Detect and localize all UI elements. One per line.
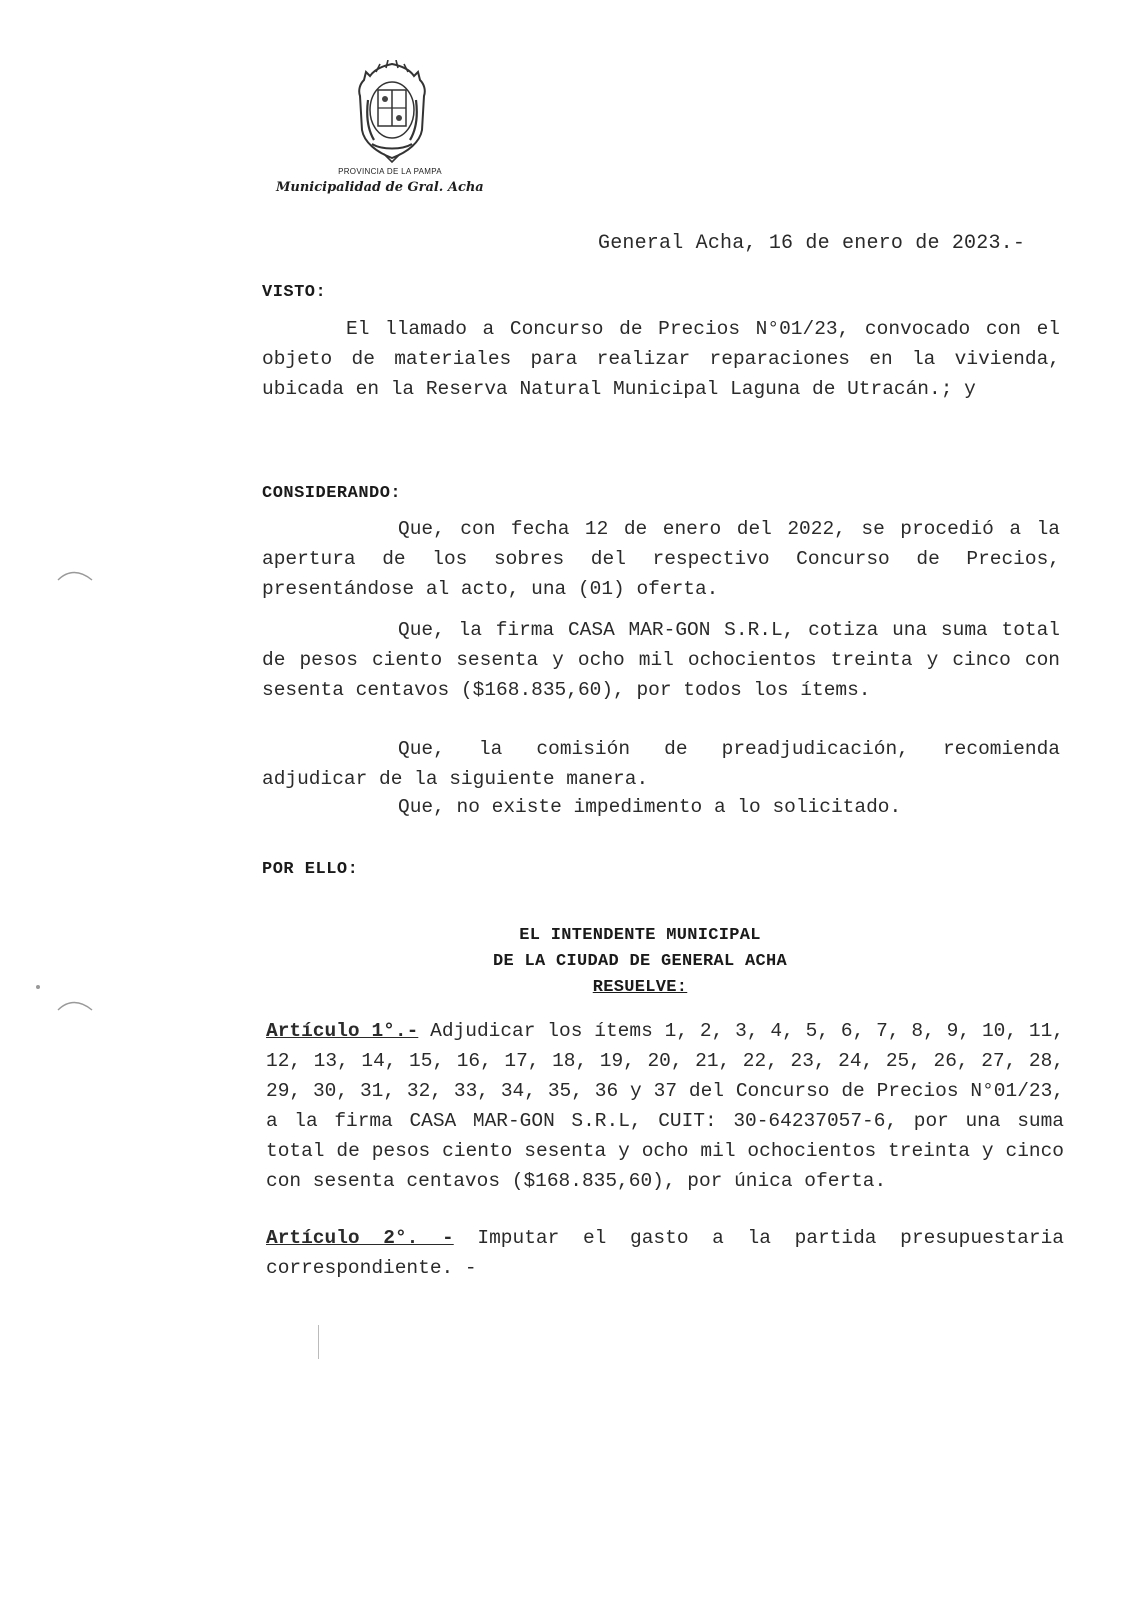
province-label: PROVINCIA DE LA PAMPA	[338, 167, 442, 176]
resolution-header	[420, 923, 860, 1001]
visto-text: El llamado a Concurso de Precios N°01/23, convocado con el objeto de materiales para realizar reparaciones en la vivienda, ubicada en la Reserva Natural Municipal Laguna de Utracán.; y	[262, 318, 1060, 400]
considerando-paragraph-2: Que, la firma CASA MAR-GON S.R.L, cotiza una suma total de pesos ciento sesenta y ocho mil ochocientos treinta y cinco con sesenta centavos ($168.835,60), por todos los ítems.	[262, 619, 1060, 701]
considerando-paragraph-4: Que, no existe impedimento a lo solicitado.	[398, 796, 902, 818]
scan-dot	[36, 985, 40, 989]
considerando-paragraph-3: Que, la comisión de preadjudicación, recomienda adjudicar de la siguiente manera.	[262, 738, 1060, 790]
scan-mark	[56, 566, 96, 586]
considerando-paragraph-1: Que, con fecha 12 de enero del 2022, se procedió a la apertura de los sobres del respectivo Concurso de Precios, presentándose al acto, una (01) oferta.	[262, 518, 1060, 600]
coat-of-arms-logo	[352, 60, 432, 164]
considerando-heading: CONSIDERANDO:	[262, 484, 402, 503]
article-1-text: Adjudicar los ítems 1, 2, 3, 4, 5, 6, 7, 8, 9, 10, 11, 12, 13, 14, 15, 16, 17, 18, 19, 20, 21, 22, 23, 24, 25, 26, 27, 28, 29, 30, 31, 32, 33, 34, 35, 36 y 37 del Concurso de Precios N°01/23, a la firma CASA MAR-GON S.R.L, CUIT: 30-64237057-6, por una suma total de pesos ciento sesenta y ocho mil ochocientos treinta y cinco con sesenta centavos ($168.835,60), por única oferta.	[266, 1020, 1065, 1192]
article-2-text: Imputar el gasto a la partida presupuestaria correspondiente. -	[266, 1227, 1064, 1279]
resolution-header-line-1: EL INTENDENTE MUNICIPAL	[519, 926, 761, 945]
visto-heading: VISTO:	[262, 283, 327, 302]
resolution-header-line-3: RESUELVE:	[592, 978, 688, 997]
article-1-label: Artículo 1°.-	[266, 1020, 419, 1042]
article-2-label: Artículo 2°. -	[266, 1227, 454, 1249]
municipality-label: Municipalidad de Gral. Acha	[276, 180, 484, 195]
article-1	[266, 1016, 1064, 1196]
date-line: General Acha, 16 de enero de 2023.-	[598, 232, 1026, 255]
article-2	[266, 1223, 1064, 1283]
scan-line	[318, 1325, 319, 1359]
por-ello-heading: POR ELLO:	[262, 860, 359, 879]
scan-mark	[56, 996, 96, 1016]
resolution-header-line-2: DE LA CIUDAD DE GENERAL ACHA	[492, 952, 788, 971]
